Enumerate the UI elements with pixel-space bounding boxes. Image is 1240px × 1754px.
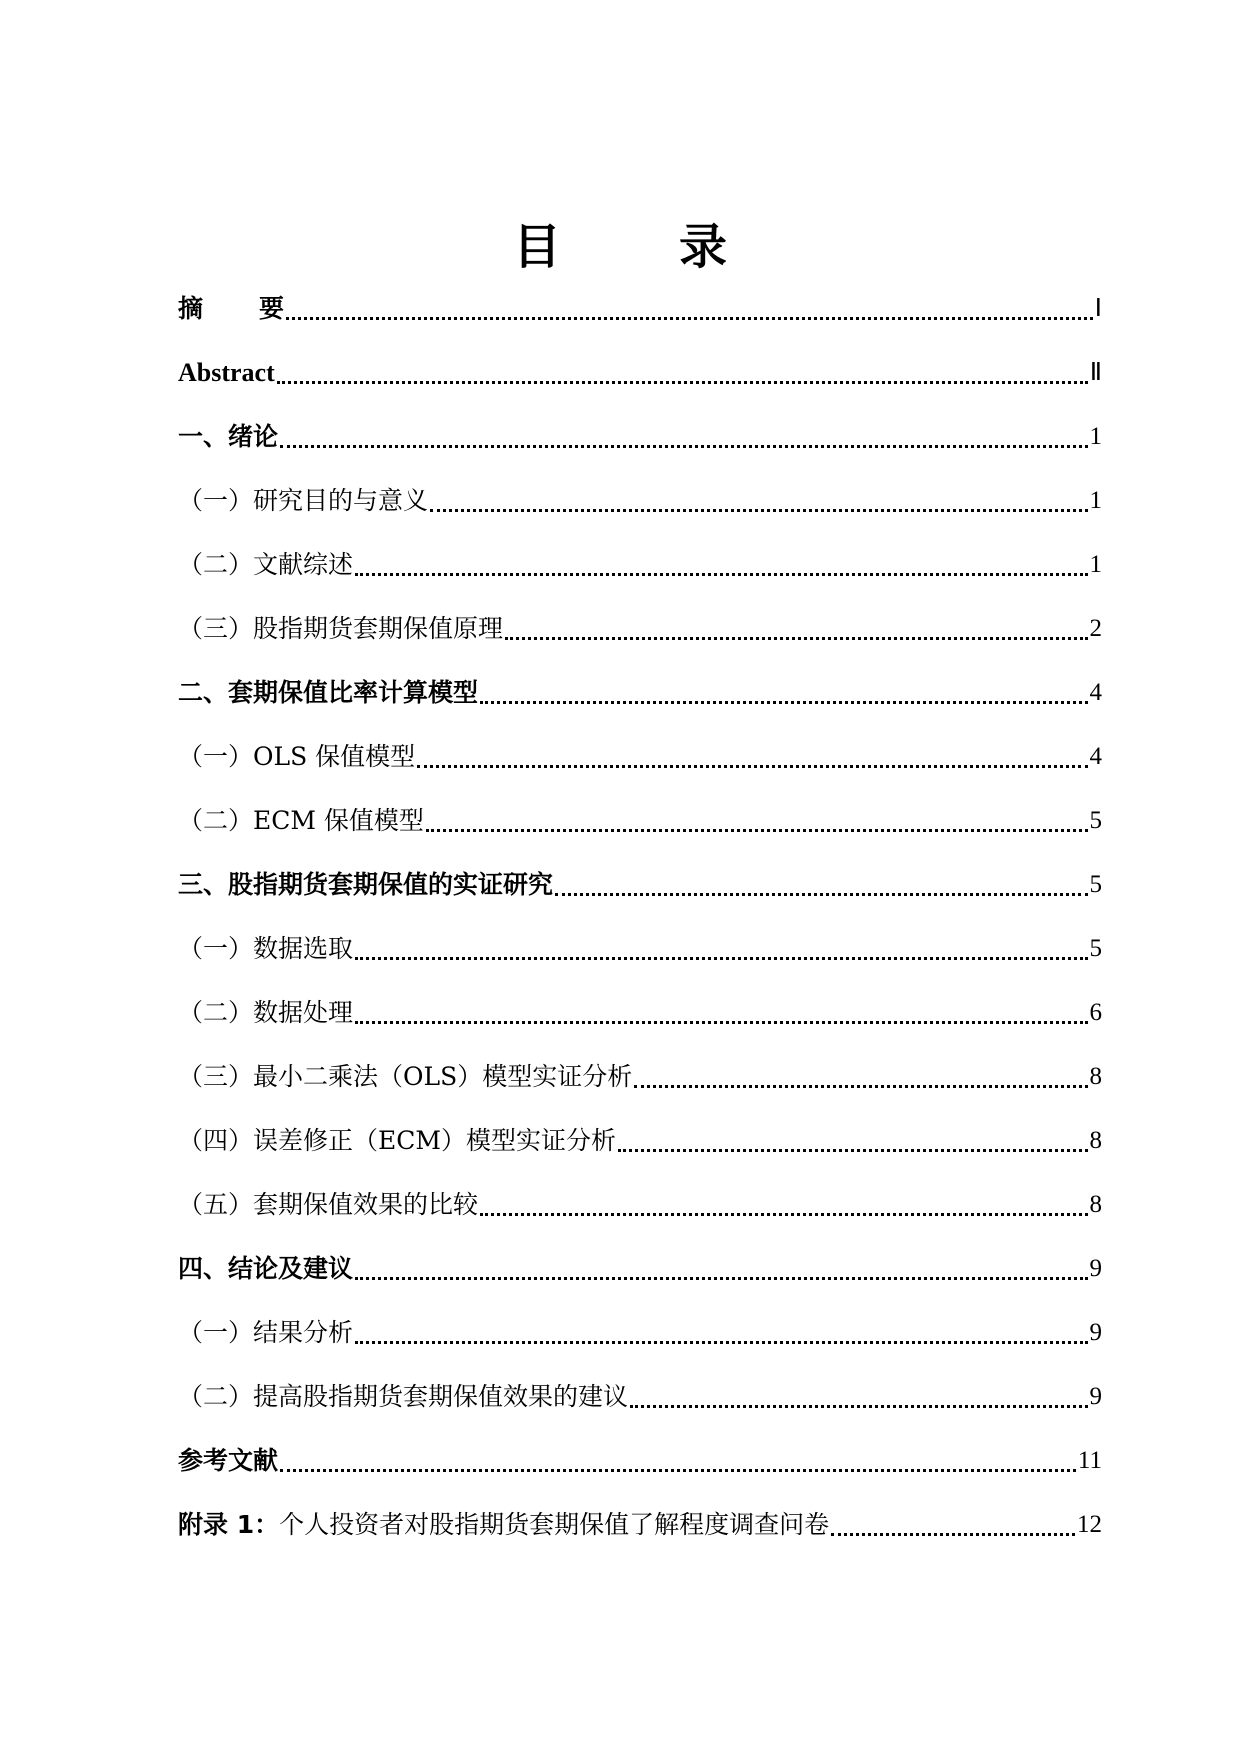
toc-entry-label: （二）文献综述 <box>178 550 354 579</box>
dot-leader <box>630 1405 1087 1408</box>
toc-entry-1-2[interactable] <box>178 542 1102 582</box>
toc-entry-3-4[interactable] <box>178 1118 1102 1158</box>
toc-entry-label: （四）误差修正（ECM）模型实证分析 <box>178 1126 616 1155</box>
toc-entry-3-3[interactable] <box>178 1054 1102 1094</box>
toc-entry-label: （二）数据处理 <box>178 998 354 1027</box>
toc-entry-abstract-en[interactable] <box>178 350 1102 390</box>
toc-page-number: 11 <box>1077 1447 1102 1474</box>
dot-leader <box>831 1533 1075 1536</box>
toc-entry-3-5[interactable] <box>178 1182 1102 1222</box>
toc-page-number: 1 <box>1089 487 1102 514</box>
toc-page-number: Ⅰ <box>1094 295 1102 322</box>
dot-leader <box>426 829 1088 832</box>
dot-leader <box>480 1213 1087 1216</box>
toc-entry-label: （一）数据选取 <box>178 934 354 963</box>
toc-entry-1-3[interactable] <box>178 606 1102 646</box>
toc-entry-label: （二）提高股指期货套期保值效果的建议 <box>178 1382 629 1411</box>
toc-entry-appendix-1[interactable] <box>178 1502 1102 1542</box>
toc-entry-label: 二、套期保值比率计算模型 <box>178 678 479 707</box>
toc-entry-label: 三、股指期货套期保值的实证研究 <box>178 870 554 899</box>
toc-page-number: 9 <box>1089 1255 1102 1282</box>
dot-leader <box>505 637 1087 640</box>
toc-entry-chapter-3[interactable] <box>178 862 1102 902</box>
toc-page-number: 9 <box>1089 1319 1102 1346</box>
toc-entry-1-1[interactable] <box>178 478 1102 518</box>
toc-entry-abstract-cn[interactable] <box>178 286 1102 326</box>
dot-leader <box>355 573 1087 576</box>
toc-entry-2-1[interactable] <box>178 734 1102 774</box>
toc-page-number: 6 <box>1089 999 1102 1026</box>
toc-entry-3-2[interactable] <box>178 990 1102 1030</box>
toc-page-number: Ⅱ <box>1089 359 1102 386</box>
dot-leader <box>280 445 1087 448</box>
dot-leader <box>280 1469 1076 1472</box>
toc-title <box>0 215 1240 279</box>
toc-entry-label: （三）最小二乘法（OLS）模型实证分析 <box>178 1062 633 1091</box>
toc-page-number: 5 <box>1089 871 1102 898</box>
toc-page-number: 5 <box>1089 935 1102 962</box>
toc-entry-label: （一）结果分析 <box>178 1318 354 1347</box>
toc-entry-chapter-4[interactable] <box>178 1246 1102 1286</box>
toc-entry-3-1[interactable] <box>178 926 1102 966</box>
toc-page-number: 1 <box>1089 423 1102 450</box>
dot-leader <box>430 509 1087 512</box>
toc-entry-label: （三）股指期货套期保值原理 <box>178 614 504 643</box>
toc-page-number: 4 <box>1089 679 1102 706</box>
toc-entry-2-2[interactable] <box>178 798 1102 838</box>
dot-leader <box>355 1277 1087 1280</box>
toc-entry-label: （五）套期保值效果的比较 <box>178 1190 479 1219</box>
toc-entry-4-1[interactable] <box>178 1310 1102 1350</box>
toc-entry-label: （一）OLS 保值模型 <box>178 742 416 771</box>
toc-entry-label <box>178 1508 829 1542</box>
dot-leader <box>417 765 1087 768</box>
dot-leader <box>618 1149 1088 1152</box>
toc-entry-label: 摘 要 <box>178 294 285 323</box>
toc-entry-4-2[interactable] <box>178 1374 1102 1414</box>
dot-leader <box>355 1341 1087 1344</box>
dot-leader <box>286 317 1093 320</box>
dot-leader <box>277 381 1088 384</box>
toc-entry-label: 参考文献 <box>178 1446 279 1475</box>
toc-entry-label: （一）研究目的与意义 <box>178 486 429 515</box>
appendix-prefix: 附录 1： <box>178 1510 280 1539</box>
toc-entry-label: Abstract <box>178 358 275 387</box>
toc-entry-chapter-1[interactable] <box>178 414 1102 454</box>
toc-title-char-1: 目 <box>512 219 561 276</box>
toc-page-number: 12 <box>1077 1511 1102 1538</box>
toc-entry-label: （二）ECM 保值模型 <box>178 806 424 835</box>
appendix-title: 个人投资者对股指期货套期保值了解程度调查问卷 <box>279 1510 830 1539</box>
toc-page-number: 4 <box>1089 743 1102 770</box>
dot-leader <box>480 701 1087 704</box>
toc-page-number: 1 <box>1089 551 1102 578</box>
toc-entry-chapter-2[interactable] <box>178 670 1102 710</box>
toc-page-number: 8 <box>1089 1127 1102 1154</box>
toc-title-char-2: 录 <box>679 219 728 276</box>
toc-entry-references[interactable] <box>178 1438 1102 1478</box>
dot-leader <box>355 957 1087 960</box>
toc-page-number: 9 <box>1089 1383 1102 1410</box>
dot-leader <box>555 893 1087 896</box>
toc-entry-label: 四、结论及建议 <box>178 1254 354 1283</box>
dot-leader <box>634 1085 1087 1088</box>
toc-page-number: 8 <box>1089 1063 1102 1090</box>
toc-page-number: 8 <box>1089 1191 1102 1218</box>
toc-page-number: 2 <box>1089 615 1102 642</box>
toc-page-number: 5 <box>1089 807 1102 834</box>
toc-entry-label: 一、绪论 <box>178 422 279 451</box>
dot-leader <box>355 1021 1087 1024</box>
